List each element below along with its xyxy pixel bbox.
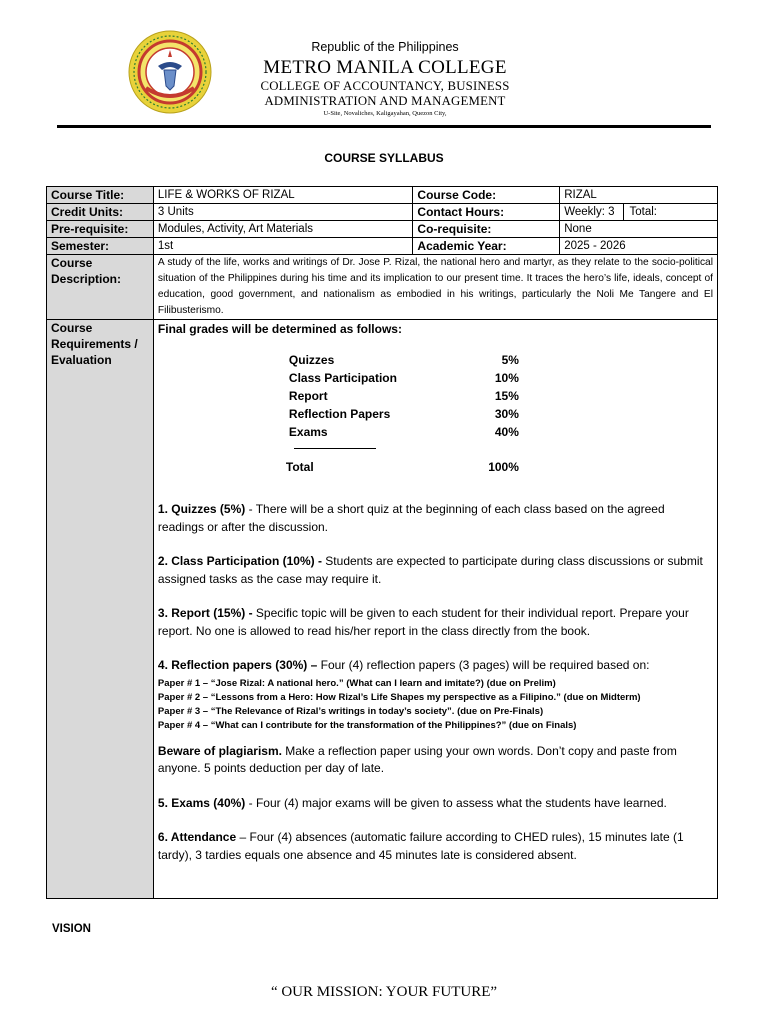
footer-motto: “ OUR MISSION: YOUR FUTURE” (270, 984, 498, 1000)
grade-percent: 15% (494, 389, 519, 403)
document-header (0, 0, 768, 130)
corequisite-label: Co-requisite: (413, 221, 560, 238)
plagiarism-warning (158, 743, 713, 778)
requirement-text: - There will be a short quiz at the beginning of each class based on the agreed readings or after the discussion. (157, 502, 665, 534)
grade-percent: 40% (494, 425, 519, 439)
republic-text: Republic of the Philippines (311, 40, 459, 54)
evaluation-label: Course Requirements / Evaluation (47, 320, 154, 899)
requirement-text: – Four (4) absences (automatic failure according to CHED rules), 15 minutes late (1 tardy), 3 tardies equals one absence and 45 minutes late is considered absent. (157, 830, 684, 862)
syllabus-table (46, 186, 718, 899)
requirement-head: 3. Report (15%) - (157, 606, 253, 620)
requirement-head: 6. Attendance (157, 830, 237, 844)
contact-hours-value (560, 204, 718, 221)
academic-year-value: 2025 - 2026 (560, 238, 718, 255)
course-description-text: A study of the life, works and writings of Dr. Jose P. Rizal, the national hero and martyr, as they relate to the socio-political situation of the Philippines during his time and its implication to our present time. It traces the hero’s life, ideals, concept of education, good government, and nationalism as embodied in his writings, particularly the Noli Me Tangere and El Filibusterismo. (153, 255, 717, 320)
table-row (47, 320, 718, 899)
course-code-label: Course Code: (413, 187, 560, 204)
grade-total-row (285, 458, 519, 476)
requirement-text: Four (4) reflection papers (3 pages) will be required based on: (317, 658, 650, 672)
department-line-1: COLLEGE OF ACCOUNTANCY, BUSINESS (260, 79, 510, 93)
grade-row (289, 387, 519, 405)
requirement-quizzes (158, 501, 713, 536)
vision-heading: VISION (52, 923, 91, 935)
table-row (47, 221, 718, 238)
page-title: COURSE SYLLABUS (324, 151, 444, 165)
evaluation-cell (153, 320, 717, 899)
requirement-text: Specific topic will be given to each student for their individual report. Prepare your report. No one is allowed to read his/her report in the class directly from the book. (157, 606, 689, 638)
requirement-head: 4. Reflection papers (30%) – (157, 658, 318, 672)
table-row (47, 255, 718, 320)
credit-units-label: Credit Units: (47, 204, 154, 221)
grade-name: Reflection Papers (288, 407, 391, 421)
requirement-participation (158, 553, 713, 588)
requirement-text: Students are expected to participate during class discussions or submit assigned tasks as the case may require it. (157, 554, 703, 586)
grade-total-name: Total (285, 460, 314, 474)
college-address: U-Site, Novaliches, Kaligayahan, Quezon City, (323, 110, 447, 117)
grade-percent: 30% (494, 407, 519, 421)
academic-year-label: Academic Year: (413, 238, 560, 255)
college-seal-icon (128, 30, 212, 114)
plagiarism-text: Make a reflection paper using your own words. Don’t copy and paste from anyone. 5 points deduction per day of late. (157, 743, 677, 775)
list-item: Paper # 3 – “The Relevance of Rizal’s writings in today’s society”. (due on Pre-Finals) (157, 705, 544, 717)
grade-row (289, 423, 519, 441)
grade-percent: 5% (501, 353, 519, 367)
grade-name: Exams (288, 425, 328, 439)
course-title-value: LIFE & WORKS OF RIZAL (153, 187, 413, 204)
contact-weekly: Weekly: 3 (564, 206, 615, 218)
grade-name: Class Participation (288, 371, 397, 385)
grade-row (289, 351, 519, 369)
department-line-2: ADMINISTRATION AND MANAGEMENT (264, 94, 506, 108)
semester-label: Semester: (47, 238, 154, 255)
requirement-report (158, 605, 713, 640)
requirement-reflection (158, 657, 713, 675)
requirement-exams (158, 795, 713, 813)
grade-row (289, 369, 519, 387)
course-description-label: Course Description: (47, 255, 154, 320)
table-row (47, 238, 718, 255)
list-item: Paper # 2 – “Lessons from a Hero: How Rizal’s Life Shapes my perspective as a Filipino.” (due on Midterm) (157, 691, 641, 703)
reflection-paper-list (158, 677, 713, 733)
prerequisite-value: Modules, Activity, Art Materials (153, 221, 413, 238)
list-item: Paper # 4 – “What can I contribute for the transformation of the Philippines?” (due on Finals) (157, 719, 577, 731)
credit-units-value: 3 Units (153, 204, 413, 221)
grade-total-percent: 100% (488, 460, 519, 474)
table-row (47, 187, 718, 204)
requirement-head: 1. Quizzes (5%) (157, 502, 246, 516)
grade-breakdown (285, 351, 519, 476)
grade-name: Quizzes (288, 353, 335, 367)
requirement-text: - Four (4) major exams will be given to assess what the students have learned. (245, 795, 667, 810)
corequisite-value: None (560, 221, 718, 238)
course-code-value: RIZAL (560, 187, 718, 204)
grade-row (289, 405, 519, 423)
contact-hours-label: Contact Hours: (413, 204, 560, 221)
grade-name: Report (288, 389, 328, 403)
course-title-label: Course Title: (47, 187, 154, 204)
table-row (47, 204, 718, 221)
grade-percent: 10% (494, 371, 519, 385)
contact-total: Total: (629, 206, 657, 218)
total-divider (294, 448, 376, 449)
header-divider (57, 125, 711, 128)
plagiarism-head: Beware of plagiarism. (157, 743, 282, 758)
requirement-head: 2. Class Participation (10%) - (157, 554, 322, 568)
semester-value: 1st (153, 238, 413, 255)
list-item: Paper # 1 – “Jose Rizal: A national hero.” (What can I learn and imitate?) (due on Prelim) (157, 677, 556, 689)
requirement-attendance (158, 829, 713, 864)
requirement-head: 5. Exams (40%) (157, 795, 246, 810)
evaluation-heading: Final grades will be determined as follows: (157, 322, 402, 336)
college-name: METRO MANILA COLLEGE (263, 57, 507, 78)
prerequisite-label: Pre-requisite: (47, 221, 154, 238)
